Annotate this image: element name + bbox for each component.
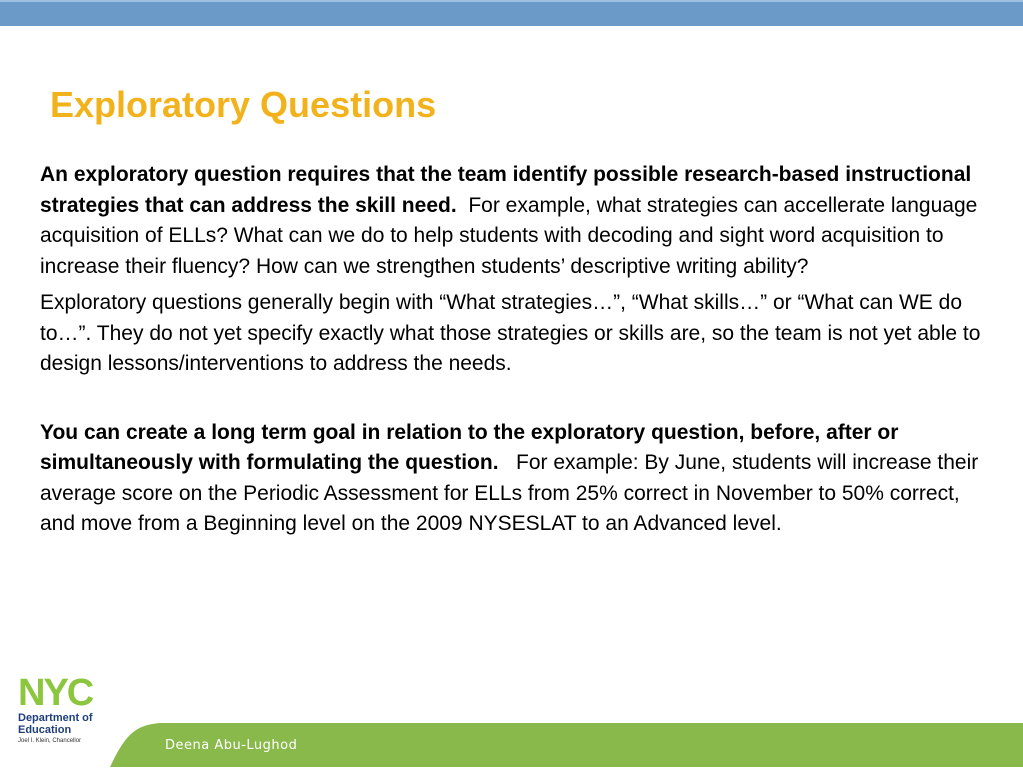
paragraph-2-text: Exploratory questions generally begin with “What strategies…”, “What skills…” or “What can WE do to…”. They do not yet specify exactly what those strategies or skills are, so the team is not yet able to design lessons/interventions to address the needs. bbox=[40, 291, 981, 375]
paragraph-exploratory-definition bbox=[40, 160, 1000, 282]
paragraph-exploratory-usage bbox=[40, 288, 1000, 380]
presenter-name: Deena Abu-Lughod bbox=[165, 738, 298, 753]
footer-green-wave bbox=[0, 680, 1023, 767]
top-accent-bar bbox=[0, 0, 1023, 26]
footer-band bbox=[0, 680, 1023, 767]
logo-department: Department of Education bbox=[18, 712, 93, 736]
paragraph-long-term-goal bbox=[40, 418, 1000, 540]
paragraph-3-text: For example: By June, students will increase their average score on the Periodic Assessment for ELLs from 25% correct in November to 50% correct, and move from a Beginning level on the 2009 NYSESLAT to an Advanced level. bbox=[40, 451, 979, 535]
nyc-logo-mark bbox=[18, 674, 118, 708]
paragraph-1-text: For example, what strategies can accellerate language acquisition of ELLs? What can we do to help students with decoding and sight word acquisition to increase their fluency? How can we strengthen students’ descriptive writing ability? bbox=[40, 193, 978, 278]
nyc-doe-logo bbox=[18, 674, 128, 754]
paragraph-1-bold: An exploratory question requires that the team identify possible research-based instructional strategies that can address the skill need. bbox=[40, 163, 972, 217]
nyc-logo-letters: NYC bbox=[18, 674, 93, 708]
slide-title: Exploratory Questions bbox=[50, 84, 437, 125]
logo-chancellor: Joel I. Klein, Chancellor bbox=[18, 738, 82, 744]
paragraph-3-bold: You can create a long term goal in relation to the exploratory question, before, after or simultaneously with formulating the question. bbox=[40, 420, 899, 474]
top-bar-highlight bbox=[0, 0, 1023, 2]
slide-body bbox=[40, 160, 1000, 546]
